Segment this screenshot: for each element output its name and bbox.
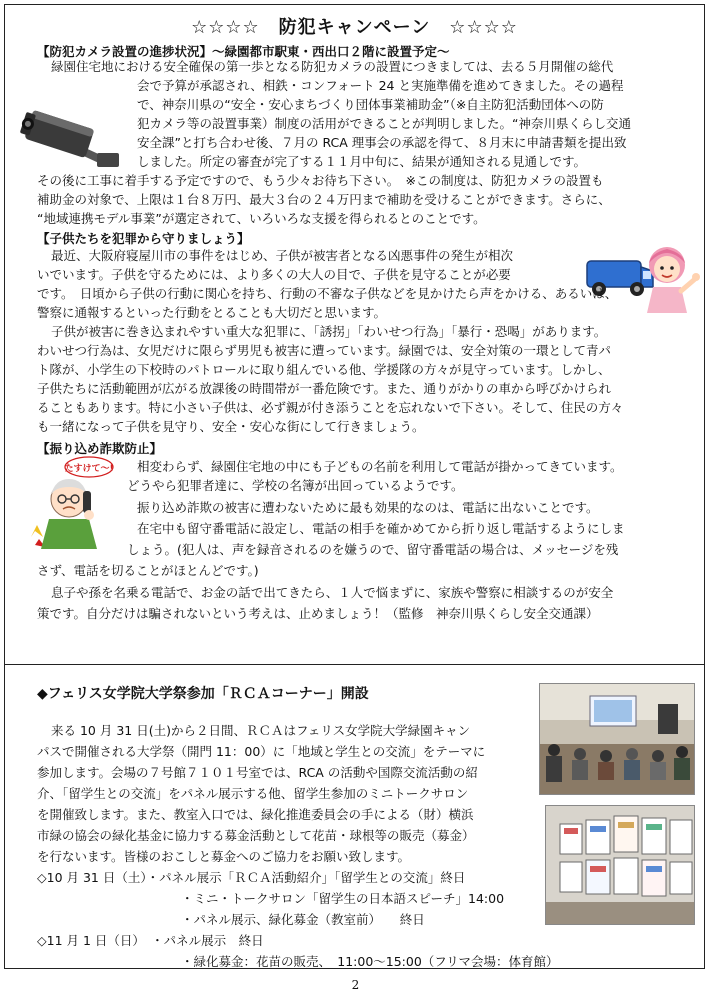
camera-line: 犯カメラ等の設置事業）制度の活用ができることが判明しました。“神奈川県くらし交通 (137, 116, 631, 131)
festival-line: 来る 10 月 31 日(土)から２日間、ＲＣＡはフェリス女学院大学緑園キャン (51, 723, 471, 738)
help-bubble-text: たすけて〜! (64, 464, 114, 474)
schedule-line: ・ミニ・トークサロン「留学生の日本語スピーチ」14:00 (181, 891, 505, 906)
fraud-heading: 【振り込め詐欺防止】 (37, 441, 163, 456)
children-line: 子供が被害に巻き込まれやすい重大な犯罪に、「誘拐」「わいせつ行為」「暴行・恐喝」があります。 (51, 324, 607, 339)
security-camera-icon (19, 109, 123, 173)
festival-line: を行ないます。皆様のおこしと募金へのご協力をお願い致します。 (37, 849, 411, 864)
camera-line: 会で予算が承認され、相鉄・コンフォート 24 と実施準備を進めてきました。その過程 (137, 78, 624, 93)
festival-line: 市緑の協会の緑化基金に協力する募金活動として花苗・球根等の販売（募金） (37, 828, 475, 843)
crime-prevention-section (5, 5, 704, 665)
page-frame (4, 4, 705, 969)
fraud-line: 在宅中も留守番電話に設定し、電話の相手を確かめてから折り返し電話するようにしま (137, 521, 625, 536)
fraud-line: どうやら犯罪者達に、学校の名簿が出回っているようです。 (127, 478, 464, 493)
elderly-phone-icon (25, 455, 117, 551)
festival-section (5, 665, 704, 968)
children-line: 最近、大阪府寝屋川市の事件をはじめ、子供が被害者となる凶悪事件の発生が相次 (51, 248, 514, 263)
children-line: わいせつ行為は、女児だけに限らず男児も被害に遭っています。緑園では、安全対策の一環として青パ (37, 343, 612, 358)
festival-line: 介、「留学生との交流」をパネル展示する他、留学生参加のミニトークサロン (37, 786, 469, 801)
schedule-line: ・緑化募金：花苗の販売、 11:00～15:00（フリマ会場：体育館） (181, 954, 559, 969)
fraud-line: 振り込め詐欺の被害に遭わないために最も効果的なのは、電話に出ないことです。 (137, 500, 599, 515)
schedule-line: ◇11 月 1 日（日） ・パネル展示 終日 (37, 933, 264, 948)
children-line: ト隊が、小学生の下校時のパトロールに取り組んでいる他、学援隊の方々が見守っています。しかし、 (37, 362, 611, 377)
camera-line: “地域連携モデル事業”が選定されて、いろいろな支援を得られるとのことです。 (37, 211, 486, 226)
fraud-line: しょう。(犯人は、声を録音されるのを嫌うので、留守番電話の場合は、メッセージを残 (127, 542, 619, 557)
panel-exhibit-photo (545, 805, 695, 925)
children-line: 警察に通報するといった行動をとることも大切だと思います。 (37, 305, 387, 320)
festival-line: 参加します。会場の７号館７１０１号室では、RCA の活動や国際交流活動の紹 (37, 765, 478, 780)
schedule-line: ◇10 月 31 日（土）・パネル展示「ＲＣＡ活動紹介」「留学生との交流」終日 (37, 870, 466, 885)
children-line: 子供たちに活動範囲が広がる放課後の時間帯が一番危険です。また、通りがかりの車から呼びかけられ (37, 381, 612, 396)
fraud-line: 相変わらず、緑園住宅地の中にも子どもの名前を利用して電話が掛かってきています。 (137, 459, 623, 474)
camera-line: しました。所定の審査が完了する１１月中旬に、結果が通知される見通しです。 (137, 154, 587, 169)
camera-line: 安全課”と打ち合わせ後、７月の RCA 理事会の承認を得て、８月末に申請書類を提出致 (137, 135, 627, 150)
fraud-line: さず、電話を切ることがほとんどです。) (37, 563, 259, 578)
children-line: ることもあります。特に小さい子供は、必ず親が付き添うことを忘れないで下さい。そして、住民の方々 (37, 400, 624, 415)
children-heading: 【子供たちを犯罪から守りましょう】 (37, 231, 250, 246)
fraud-line: 策です。自分だけは騙されないという考えは、止めましょう！（監修 神奈川県くらし安全交通課） (37, 606, 599, 621)
fraud-line: 息子や孫を名乗る電話で、お金の話で出てきたら、１人で悩まずに、家族や警察に相談するのが安全 (51, 585, 614, 600)
page-number: 2 (351, 978, 360, 992)
children-line: いでいます。子供を守るためには、より多くの大人の目で、子供を見守ることが必要 (37, 267, 511, 282)
festival-title: ◆フェリス女学院大学祭参加「ＲＣＡコーナー」開設 (37, 686, 369, 702)
schedule-line: ・パネル展示、緑化募金（教室前） 終日 (181, 912, 425, 927)
camera-line: 補助金の対象で、上限は１台８万円、最大３台の２４万円まで補助を受けることができます。さらに、 (37, 192, 611, 207)
camera-line: 緑園住宅地における安全確保の第一歩となる防犯カメラの設置につきましては、去る５月開催の総代 (51, 59, 614, 74)
camera-heading: 【防犯カメラ設置の進捗状況】～緑園都市駅東・西出口２階に設置予定～ (37, 44, 450, 59)
festival-line: パスで開催される大学祭（開門 11：00）に「地域と学生との交流」をテーマに (37, 744, 486, 759)
children-line: も一緒になって子供を見守り、安全・安心な街にして行きましょう。 (37, 419, 425, 434)
camera-line: で、神奈川県の“安全・安心まちづくり団体事業補助金”（※自主防犯活動団体への防 (137, 97, 604, 112)
festival-line: を開催致します。また、教室入口では、緑化推進委員会の手による（財）横浜 (37, 807, 474, 822)
children-line: です。 日頃から子供の行動に関心を持ち、行動の不審な子供などを見かけたら声をかける、あるいは、 (37, 286, 618, 301)
girl-pointing-icon (637, 241, 703, 321)
campaign-title: ☆☆☆☆ 防犯キャンペーン ☆☆☆☆ (191, 17, 518, 38)
lecture-room-photo (539, 683, 695, 795)
camera-line: その後に工事に着手する予定ですので、もう少々お待ち下さい。 ※この制度は、防犯カメラの設置も (37, 173, 604, 188)
